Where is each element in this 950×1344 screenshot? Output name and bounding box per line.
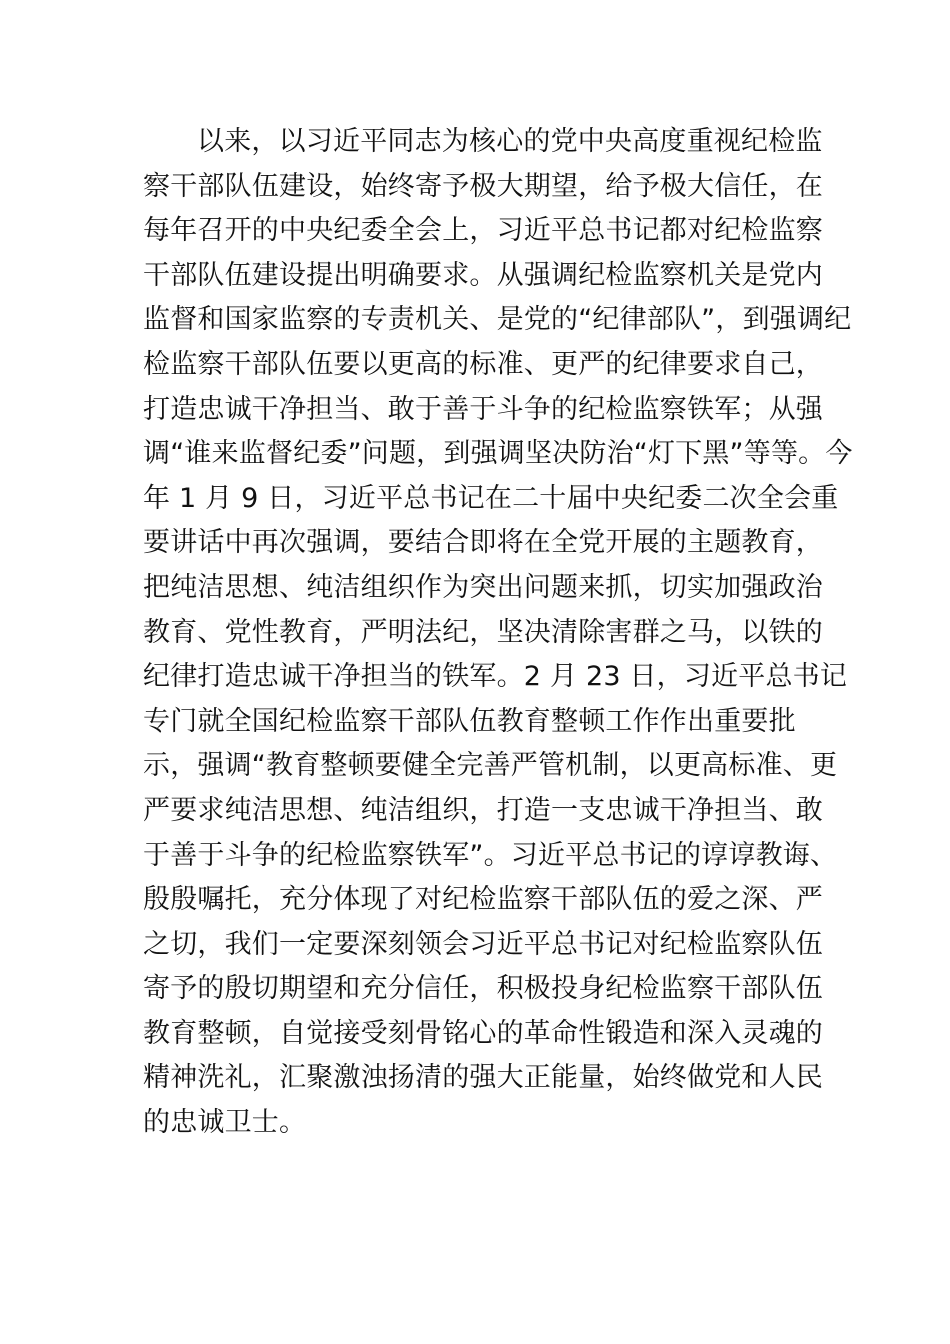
text-line: 打造忠诚干净担当、敢于善于斗争的纪检监察铁军；从强 [143, 393, 823, 425]
text-line: 寄予的殷切期望和充分信任，积极投身纪检监察干部队伍 [143, 973, 823, 1005]
text-line: 专门就全国纪检监察干部队伍教育整顿工作作出重要批 [143, 705, 796, 737]
text-line: 检监察干部队伍要以更高的标准、更严的纪律要求自己， [143, 348, 823, 380]
text-line: 示，强调“教育整顿要健全完善严管机制，以更高标准、更 [143, 750, 838, 782]
text-line: 严要求纯洁思想、纯洁组织，打造一支忠诚干净担当、敢 [143, 794, 823, 826]
text-line: 监督和国家监察的专责机关、是党的“纪律部队”，到强调纪 [143, 304, 852, 336]
text-line: 纪律打造忠诚干净担当的铁军。2 月 23 日，习近平总书记 [143, 661, 848, 693]
text-line: 教育、党性教育，严明法纪，坚决清除害群之马，以铁的 [143, 616, 823, 648]
text-line: 察干部队伍建设，始终寄予极大期望，给予极大信任，在 [143, 170, 823, 202]
text-line: 要讲话中再次强调，要结合即将在全党开展的主题教育， [143, 527, 823, 559]
text-line: 干部队伍建设提出明确要求。从强调纪检监察机关是党内 [143, 259, 823, 291]
text-line: 教育整顿，自觉接受刻骨铭心的革命性锻造和深入灵魂的 [143, 1017, 823, 1049]
text-line: 每年召开的中央纪委全会上，习近平总书记都对纪检监察 [143, 215, 823, 247]
text-line: 年 1 月 9 日，习近平总书记在二十届中央纪委二次全会重 [143, 482, 839, 514]
text-line: 的忠诚卫士。 [143, 1107, 307, 1139]
text-line: 于善于斗争的纪检监察铁军”。习近平总书记的谆谆教诲、 [143, 839, 838, 871]
text-line: 之切，我们一定要深刻领会习近平总书记对纪检监察队伍 [143, 928, 823, 960]
text-line: 殷殷嘱托，充分体现了对纪检监察干部队伍的爱之深、严 [143, 884, 823, 916]
text-line: 把纯洁思想、纯洁组织作为突出问题来抓，切实加强政治 [143, 571, 823, 603]
text-line: 以来，以习近平同志为核心的党中央高度重视纪检监 [197, 126, 823, 157]
text-line: 调“谁来监督纪委”问题，到强调坚决防治“灯下黑”等等。今 [143, 438, 853, 470]
body-paragraph [143, 120, 853, 1146]
text-line: 精神洗礼，汇聚激浊扬清的强大正能量，始终做党和人民 [143, 1062, 823, 1094]
